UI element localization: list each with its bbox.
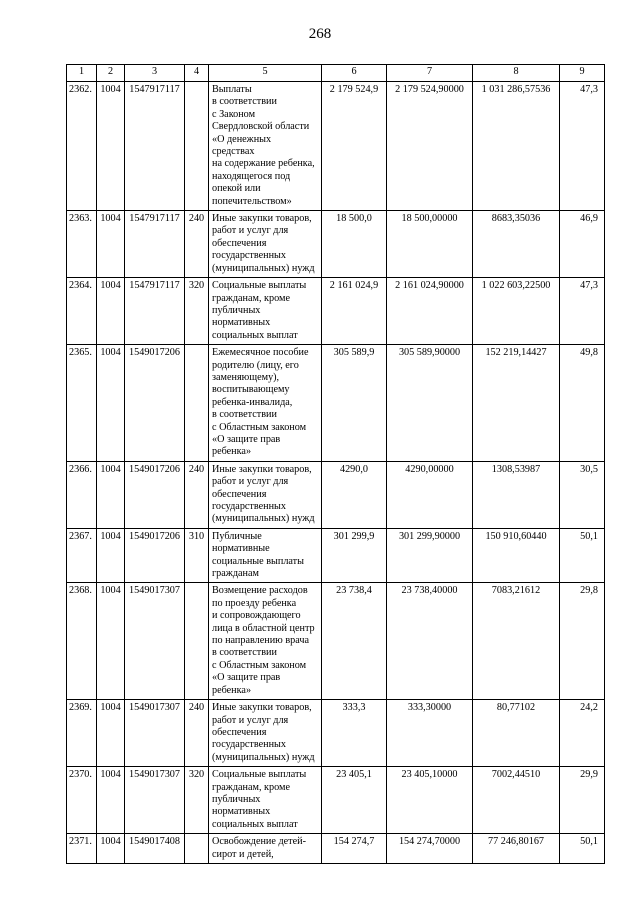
section-code: 1004 [97,767,125,834]
table-row [67,278,605,345]
execution-percent: 24,2 [560,700,605,767]
target-article-code: 1549017206 [125,461,185,528]
execution-percent: 47,3 [560,278,605,345]
expense-type-code: 240 [185,211,209,278]
table-row [67,345,605,462]
target-article-code: 1549017307 [125,767,185,834]
planned-amount: 23 405,1 [322,767,387,834]
row-number: 2367. [67,528,97,583]
column-header: 8 [473,65,560,82]
column-header: 5 [209,65,322,82]
expense-type-code: 310 [185,528,209,583]
row-number: 2371. [67,834,97,864]
expense-type-code [185,583,209,700]
planned-amount: 333,3 [322,700,387,767]
adjusted-amount: 301 299,90000 [387,528,473,583]
target-article-code: 1549017408 [125,834,185,864]
table-header-row [67,65,605,82]
planned-amount: 2 161 024,9 [322,278,387,345]
target-article-code: 1549017206 [125,345,185,462]
section-code: 1004 [97,278,125,345]
adjusted-amount: 2 161 024,90000 [387,278,473,345]
target-article-code: 1547917117 [125,278,185,345]
column-header: 1 [67,65,97,82]
row-number: 2368. [67,583,97,700]
row-number: 2366. [67,461,97,528]
table-row [67,82,605,211]
column-header: 9 [560,65,605,82]
section-code: 1004 [97,82,125,211]
planned-amount: 301 299,9 [322,528,387,583]
actual-amount: 1 031 286,57536 [473,82,560,211]
table-body [67,82,605,864]
target-article-code: 1547917117 [125,211,185,278]
row-number: 2363. [67,211,97,278]
item-name: Выплаты в соответствии с Законом Свердловской области «О денежных средствах на содержание ребенка, находящегося под опекой или попечительством» [209,82,322,211]
expense-type-code: 320 [185,767,209,834]
section-code: 1004 [97,834,125,864]
execution-percent: 46,9 [560,211,605,278]
item-name: Иные закупки товаров, работ и услуг для обеспечения государственных (муниципальных) нужд [209,211,322,278]
actual-amount: 150 910,60440 [473,528,560,583]
table-row [67,528,605,583]
target-article-code: 1549017206 [125,528,185,583]
adjusted-amount: 2 179 524,90000 [387,82,473,211]
column-header: 4 [185,65,209,82]
target-article-code: 1549017307 [125,583,185,700]
item-name: Освобождение детей- сирот и детей, [209,834,322,864]
expense-type-code: 240 [185,461,209,528]
row-number: 2370. [67,767,97,834]
section-code: 1004 [97,211,125,278]
expense-type-code [185,834,209,864]
budget-table [66,64,605,864]
adjusted-amount: 305 589,90000 [387,345,473,462]
execution-percent: 29,8 [560,583,605,700]
expense-type-code: 240 [185,700,209,767]
adjusted-amount: 23 405,10000 [387,767,473,834]
actual-amount: 77 246,80167 [473,834,560,864]
adjusted-amount: 23 738,40000 [387,583,473,700]
item-name: Иные закупки товаров, работ и услуг для обеспечения государственных (муниципальных) нужд [209,461,322,528]
execution-percent: 50,1 [560,834,605,864]
column-header: 3 [125,65,185,82]
column-header: 7 [387,65,473,82]
item-name: Социальные выплаты гражданам, кроме публичных нормативных социальных выплат [209,767,322,834]
table-row [67,700,605,767]
table-row [67,767,605,834]
target-article-code: 1547917117 [125,82,185,211]
expense-type-code [185,82,209,211]
planned-amount: 2 179 524,9 [322,82,387,211]
row-number: 2362. [67,82,97,211]
expense-type-code: 320 [185,278,209,345]
table-row [67,834,605,864]
actual-amount: 7002,44510 [473,767,560,834]
actual-amount: 7083,21612 [473,583,560,700]
actual-amount: 152 219,14427 [473,345,560,462]
column-header: 6 [322,65,387,82]
execution-percent: 50,1 [560,528,605,583]
planned-amount: 23 738,4 [322,583,387,700]
target-article-code: 1549017307 [125,700,185,767]
adjusted-amount: 18 500,00000 [387,211,473,278]
actual-amount: 1308,53987 [473,461,560,528]
adjusted-amount: 4290,00000 [387,461,473,528]
planned-amount: 154 274,7 [322,834,387,864]
table-row [67,583,605,700]
section-code: 1004 [97,528,125,583]
item-name: Публичные нормативные социальные выплаты гражданам [209,528,322,583]
row-number: 2364. [67,278,97,345]
actual-amount: 80,77102 [473,700,560,767]
section-code: 1004 [97,345,125,462]
actual-amount: 1 022 603,22500 [473,278,560,345]
planned-amount: 4290,0 [322,461,387,528]
item-name: Возмещение расходов по проезду ребенка и сопровождающего лица в областной центр по направлению врача в соответствии с Областным законом «О защите прав ребенка» [209,583,322,700]
execution-percent: 30,5 [560,461,605,528]
table-row [67,211,605,278]
row-number: 2369. [67,700,97,767]
execution-percent: 47,3 [560,82,605,211]
item-name: Социальные выплаты гражданам, кроме публичных нормативных социальных выплат [209,278,322,345]
table-row [67,461,605,528]
adjusted-amount: 154 274,70000 [387,834,473,864]
row-number: 2365. [67,345,97,462]
item-name: Иные закупки товаров, работ и услуг для обеспечения государственных (муниципальных) нужд [209,700,322,767]
page-number: 268 [308,26,332,42]
planned-amount: 305 589,9 [322,345,387,462]
section-code: 1004 [97,700,125,767]
section-code: 1004 [97,583,125,700]
adjusted-amount: 333,30000 [387,700,473,767]
actual-amount: 8683,35036 [473,211,560,278]
planned-amount: 18 500,0 [322,211,387,278]
execution-percent: 29,9 [560,767,605,834]
column-header: 2 [97,65,125,82]
section-code: 1004 [97,461,125,528]
item-name: Ежемесячное пособие родителю (лицу, его заменяющему), воспитывающему ребенка-инвалида, в соответствии с Областным законом «О защите прав ребенка» [209,345,322,462]
execution-percent: 49,8 [560,345,605,462]
expense-type-code [185,345,209,462]
